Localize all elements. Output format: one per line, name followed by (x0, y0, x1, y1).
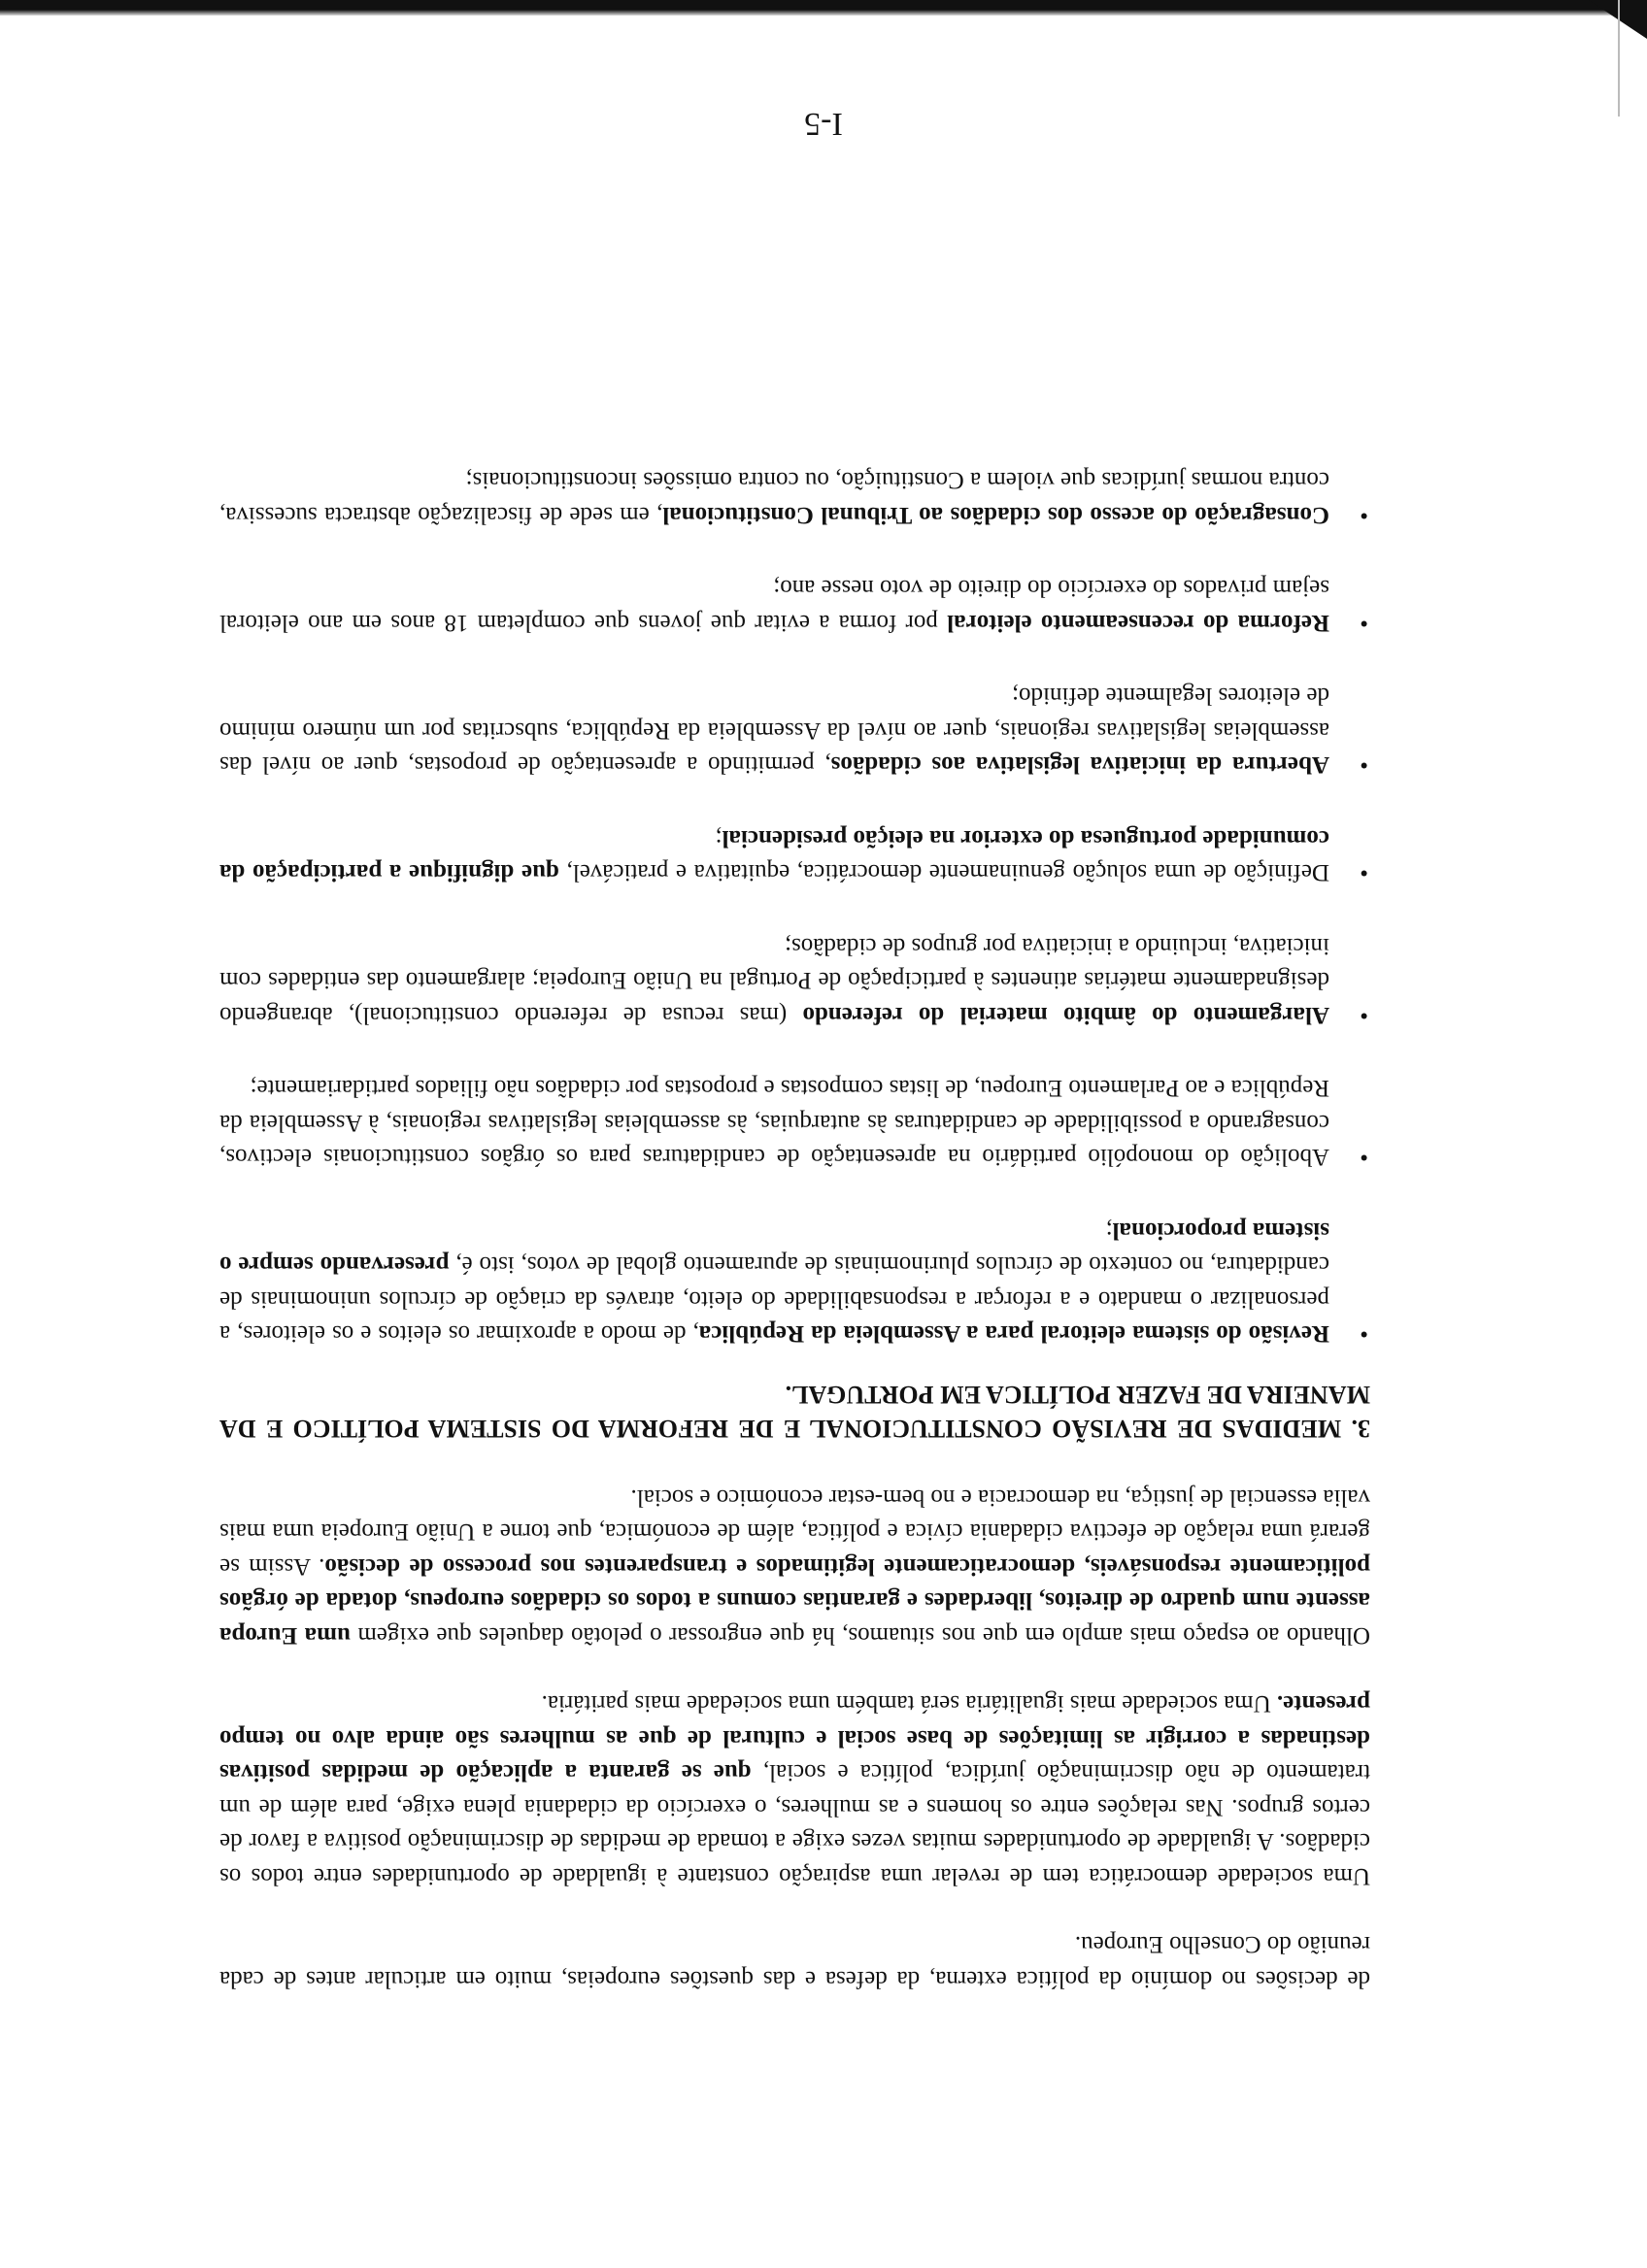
equality-bold-text: que se garanta a aplicação de medidas positivas destinadas a corrigir as limitações de base social e cultural de que as mulheres são ainda alvo no tempo presente. (219, 1690, 1370, 1786)
list-item (219, 463, 1370, 532)
list-item (219, 1071, 1370, 1175)
bullet-icon: • (1360, 1320, 1368, 1348)
bullet-icon: • (1360, 610, 1368, 636)
bullet-end: ; (1105, 1217, 1113, 1244)
intro-text: de decisões no domínio da política externa, da defesa e das questões europeias, muito em articular antes de cada reunião do Conselho Europeu. (219, 1931, 1370, 1992)
list-item (219, 571, 1370, 640)
bullet-text: , em sede de fiscalização abstracta sucessiva, contra normas jurídicas que violem a Constituição, ou contra omissões inconstitucionais; (219, 467, 1329, 528)
equality-text-2: Uma sociedade mais igualitária será também uma sociedade mais paritária. (541, 1690, 1277, 1718)
section-heading: 3. MEDIDAS DE REVISÃO CONSTITUCIONAL E DE REFORMA DO SISTEMA POLÍTICO E DA MANEIRA DE FAZER POLÍTICA EM PORTUGAL. (219, 1381, 1370, 1444)
bullet-icon: • (1360, 1144, 1368, 1171)
bullet-bold-lead: Abertura da iniciativa legislativa aos cidadãos (830, 751, 1329, 779)
bullet-icon: • (1360, 502, 1368, 528)
equality-paragraph (219, 1686, 1370, 1893)
bullet-text: Abolição do monopólio partidário na apresentação de candidaturas para os órgãos constitucionais electivos, consagrando a possibilidade de candidaturas às autarquias, às assembleias legislativas regionais, à Assembleia da República e ao Parlamento Europeu, de listas compostas e propostas por cidadãos não filiados partidariamente; (219, 1075, 1329, 1171)
list-item (219, 1214, 1370, 1351)
bullet-bold-tail: que dignifique a participação da comunidade portuguesa do exterior na eleição presidencial (219, 825, 1329, 886)
equality-text-1: Uma sociedade democrática tem de revelar uma aspiração constante à igualdade de oportunidades entre todos os cidadãos. A igualdade de oportunidades muitas vezes exige a tomada de medidas de discriminação positiva a favor de certos grupos. Nas relações entre os homens e as mulheres, o exercício da cidadania plena exige, para além de um tratamento de não discriminação jurídica, política e social, (219, 1759, 1370, 1889)
bullet-text: por forma a evitar que jovens que completam 18 anos em ano eleitoral sejam privados do exercício do direito de voto nesse ano; (219, 575, 1329, 636)
bullet-text: , de modo a aproximar os eleitos e os eleitores, a personalizar o mandato e a reforçar a responsabilidade do eleito, através da criação de círculos uninominais de candidatura, no contexto de círculos plurinominais de apuramento global de votos, isto é, (218, 1251, 1329, 1348)
bullet-icon: • (1360, 751, 1368, 779)
bullet-icon: • (1360, 859, 1368, 886)
page-number: I-5 (804, 106, 843, 142)
bullet-bold-lead: Alargamento do âmbito material do referendo (802, 1002, 1329, 1028)
europe-paragraph (219, 1481, 1370, 1653)
europe-bold-text: uma Europa assente num quadro de direitos, liberdades e garantias comuns a todos os cidadãos europeus, dotada de órgãos politicamente responsáveis, democraticamente legitimados e transparentes nos processo de decisão (219, 1553, 1370, 1649)
bullet-text: Definição de uma solução genuinamente democrática, equitativa e praticável, (558, 859, 1329, 886)
bullet-end: ; (715, 825, 723, 851)
list-item (219, 929, 1370, 1033)
list-item (219, 679, 1370, 783)
scan-margin-line (1618, 0, 1620, 117)
measures-list (219, 463, 1370, 1351)
bullet-bold-lead: Reforma do recenseamento eleitoral (947, 610, 1329, 636)
bullet-bold-lead: Revisão do sistema eleitoral para a Assembleia da República (698, 1320, 1329, 1348)
document-body (219, 424, 1370, 1996)
bullet-icon: • (1360, 1002, 1368, 1028)
bullet-text: (mas recusa de referendo constitucional), abrangendo designadamente matérias atinentes à participação de Portugal na União Europeia; alargamento das entidades com iniciativa, incluindo a iniciativa por grupos de cidadãos; (219, 933, 1329, 1028)
bullet-text: , permitindo a apresentação de propostas, quer ao nível das assembleias legislativas regionais, quer ao nível da Assembleia da República, subscritas por um número mínimo de eleitores legalmente definido; (219, 683, 1329, 779)
intro-paragraph (219, 1927, 1370, 1996)
bullet-bold-lead: Consagração do acesso dos cidadãos ao Tribunal Constitucional (662, 502, 1329, 528)
scan-edge-artifact (0, 0, 1647, 16)
europe-text-1: Olhando ao espaço mais amplo em que nos situamos, há que engrossar o pelotão daqueles que exigem (350, 1622, 1370, 1649)
europe-text-2: . Assim se gerará uma relação de efectiva cidadania cívica e política, além de económica, que torne a União Europeia uma mais valia essencial de justiça, na democracia e no bem-estar económico e social. (219, 1484, 1370, 1580)
bullet-bold-tail: preservando sempre o sistema proporcional (219, 1217, 1329, 1279)
list-item (219, 821, 1370, 890)
